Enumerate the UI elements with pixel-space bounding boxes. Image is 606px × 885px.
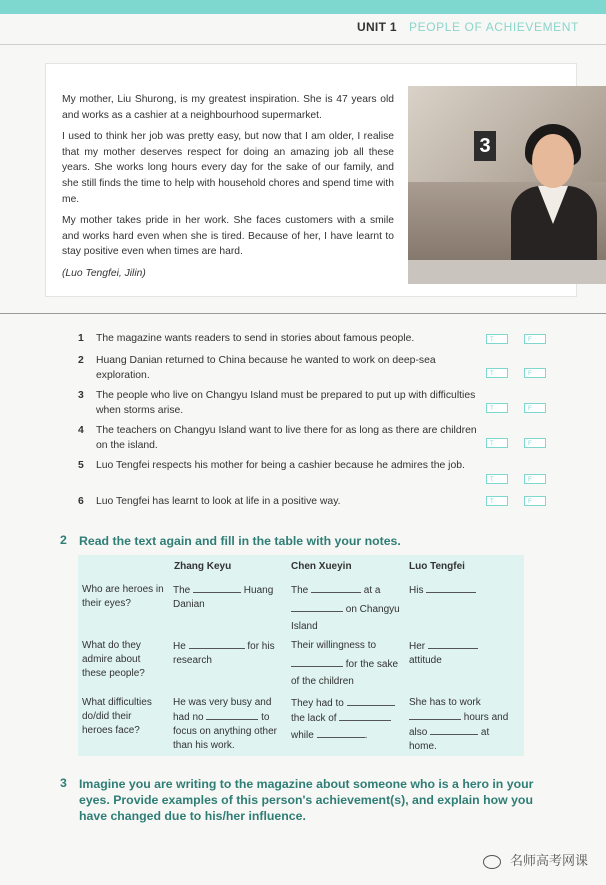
true-checkbox-3[interactable]: T	[486, 403, 508, 413]
question-number: 3	[60, 776, 67, 790]
column-header-chen-xueyin: Chen Xueyin	[291, 561, 352, 572]
cell-chen-difficulties	[291, 696, 403, 746]
cell-text: focus on anything other	[173, 726, 277, 737]
fill-blank[interactable]	[206, 710, 258, 720]
cell-text: at	[480, 727, 490, 738]
photo-counter	[408, 260, 606, 284]
fill-blank[interactable]	[426, 583, 476, 593]
false-checkbox-6[interactable]: F	[524, 496, 546, 506]
fill-blank[interactable]	[311, 583, 361, 593]
cell-zhang-heroes	[173, 583, 283, 612]
column-header-luo-tengfei: Luo Tengfei	[409, 561, 465, 572]
cell-text: home.	[409, 741, 437, 752]
cell-chen-heroes	[291, 583, 403, 637]
story-paragraph-1: My mother, Liu Shurong, is my greatest inspiration. She is 47 years old and works as a cashier at a neighbourhood supermarket.	[62, 94, 394, 121]
question-text: Imagine you are writing to the magazine about someone who is a hero in your eyes. Provide examples of this person's achievement(s), and explain how you have changed due to his/her influence.	[79, 777, 534, 823]
cell-text: for the sake	[345, 659, 399, 670]
cell-text: the lack of	[291, 713, 337, 724]
cell-text: He was very busy and	[173, 697, 272, 708]
row-label-difficulties: What difficulties do/did their heroes face?	[82, 697, 152, 736]
cell-text: hours and	[463, 712, 509, 723]
header-divider	[0, 44, 606, 45]
tf-item-number: 4	[78, 425, 84, 436]
fill-blank[interactable]	[189, 639, 245, 649]
tf-item-number: 1	[78, 333, 84, 344]
fill-blank[interactable]	[339, 711, 391, 721]
tf-item-number: 3	[78, 390, 84, 401]
story-text	[62, 92, 394, 288]
tf-item-text: Luo Tengfei has learnt to look at life in a positive way.	[96, 496, 341, 507]
row-label-admire: What do they admire about these people?	[82, 640, 145, 679]
cell-chen-admire	[291, 639, 407, 692]
watermark	[483, 850, 588, 869]
true-checkbox-4[interactable]: T	[486, 438, 508, 448]
tf-item-text: The teachers on Changyu Island want to live there for as long as there are children on the island.	[96, 425, 477, 451]
cell-text: .	[364, 730, 368, 741]
cell-zhang-admire	[173, 639, 283, 668]
tf-item-text: The people who live on Changyu Island must be prepared to put up with difficulties when storms arise.	[96, 390, 476, 416]
true-checkbox-1[interactable]: T	[486, 334, 508, 344]
cell-text: also	[409, 727, 428, 738]
cell-text: at a	[363, 585, 381, 596]
false-checkbox-5[interactable]: F	[524, 474, 546, 484]
cell-text: of the children	[291, 676, 354, 687]
tf-item-text: Huang Danian returned to China because he wanted to work on deep-sea exploration.	[96, 355, 436, 381]
cell-text: research	[173, 655, 212, 666]
story-box	[46, 64, 576, 296]
fill-blank[interactable]	[193, 583, 241, 593]
story-paragraph-3: My mother takes pride in her work. She faces customers with a smile and works hard even when she is tired. Because of her, I have learnt to stay positive even when times are hard.	[62, 215, 394, 258]
cell-text: Her	[409, 641, 426, 652]
cell-text: on Changyu	[345, 604, 400, 615]
notes-table	[78, 555, 524, 756]
tf-item-number: 2	[78, 355, 84, 366]
cell-text: Danian	[173, 599, 205, 610]
cell-text: Huang	[243, 585, 274, 596]
fill-blank[interactable]	[430, 725, 478, 735]
top-color-band	[0, 0, 606, 14]
section-divider	[0, 313, 606, 314]
cell-text: His	[409, 585, 424, 596]
story-signature: (Luo Tengfei, Jilin)	[62, 267, 146, 279]
fill-blank[interactable]	[291, 657, 343, 667]
tf-item-text: The magazine wants readers to send in stories about famous people.	[96, 333, 415, 344]
cell-text: had no	[173, 712, 204, 723]
story-paragraph-2: I used to think her job was pretty easy, but now that I am older, I realise that my mother deserves respect for doing an amazing job all these years. She works long hours every day for the sake of our family, and she still finds the time to help with household chores and spend time with me.	[62, 131, 394, 205]
fill-blank[interactable]	[291, 602, 343, 612]
cell-text: She has to work	[409, 697, 481, 708]
false-checkbox-2[interactable]: F	[524, 368, 546, 378]
cell-text: They had to	[291, 698, 344, 709]
tf-item-number: 5	[78, 460, 84, 471]
true-checkbox-5[interactable]: T	[486, 474, 508, 484]
unit-label: UNIT 1	[357, 20, 397, 34]
cell-text: than his work.	[173, 740, 235, 751]
true-checkbox-6[interactable]: T	[486, 496, 508, 506]
cashier-photo	[408, 86, 606, 284]
photo-checkout-sign: 3	[474, 131, 496, 161]
watermark-text: 名师高考网课	[509, 853, 588, 868]
cell-text: for his	[247, 641, 275, 652]
row-label-heroes: Who are heroes in their eyes?	[82, 584, 164, 609]
unit-title: PEOPLE OF ACHIEVEMENT	[409, 20, 579, 34]
true-checkbox-2[interactable]: T	[486, 368, 508, 378]
false-checkbox-1[interactable]: F	[524, 334, 546, 344]
photo-person-face	[532, 134, 574, 188]
fill-blank[interactable]	[347, 696, 395, 706]
fill-blank[interactable]	[428, 639, 478, 649]
cell-luo-admire	[409, 639, 519, 668]
cell-luo-difficulties	[409, 696, 521, 754]
column-header-zhang-keyu: Zhang Keyu	[174, 561, 232, 572]
cell-text: to	[261, 712, 270, 723]
question-text: Read the text again and fill in the table with your notes.	[79, 534, 401, 548]
tf-item-text: Luo Tengfei respects his mother for being a cashier because he admires the job.	[96, 460, 465, 471]
question-number: 2	[60, 533, 67, 547]
wechat-icon	[483, 855, 501, 869]
unit-header	[0, 20, 606, 38]
false-checkbox-3[interactable]: F	[524, 403, 546, 413]
cell-text: Island	[291, 621, 318, 632]
cell-text: attitude	[409, 655, 442, 666]
fill-blank[interactable]	[317, 728, 365, 738]
cell-text: He	[173, 641, 186, 652]
cell-luo-heroes	[409, 583, 519, 598]
fill-blank[interactable]	[409, 710, 461, 720]
cell-text: while	[291, 730, 314, 741]
false-checkbox-4[interactable]: F	[524, 438, 546, 448]
cell-text: Their willingness to	[291, 640, 377, 651]
cell-zhang-difficulties	[173, 696, 285, 753]
cell-text: The	[291, 585, 309, 596]
tf-item-number: 6	[78, 496, 84, 507]
cell-text: The	[173, 585, 191, 596]
